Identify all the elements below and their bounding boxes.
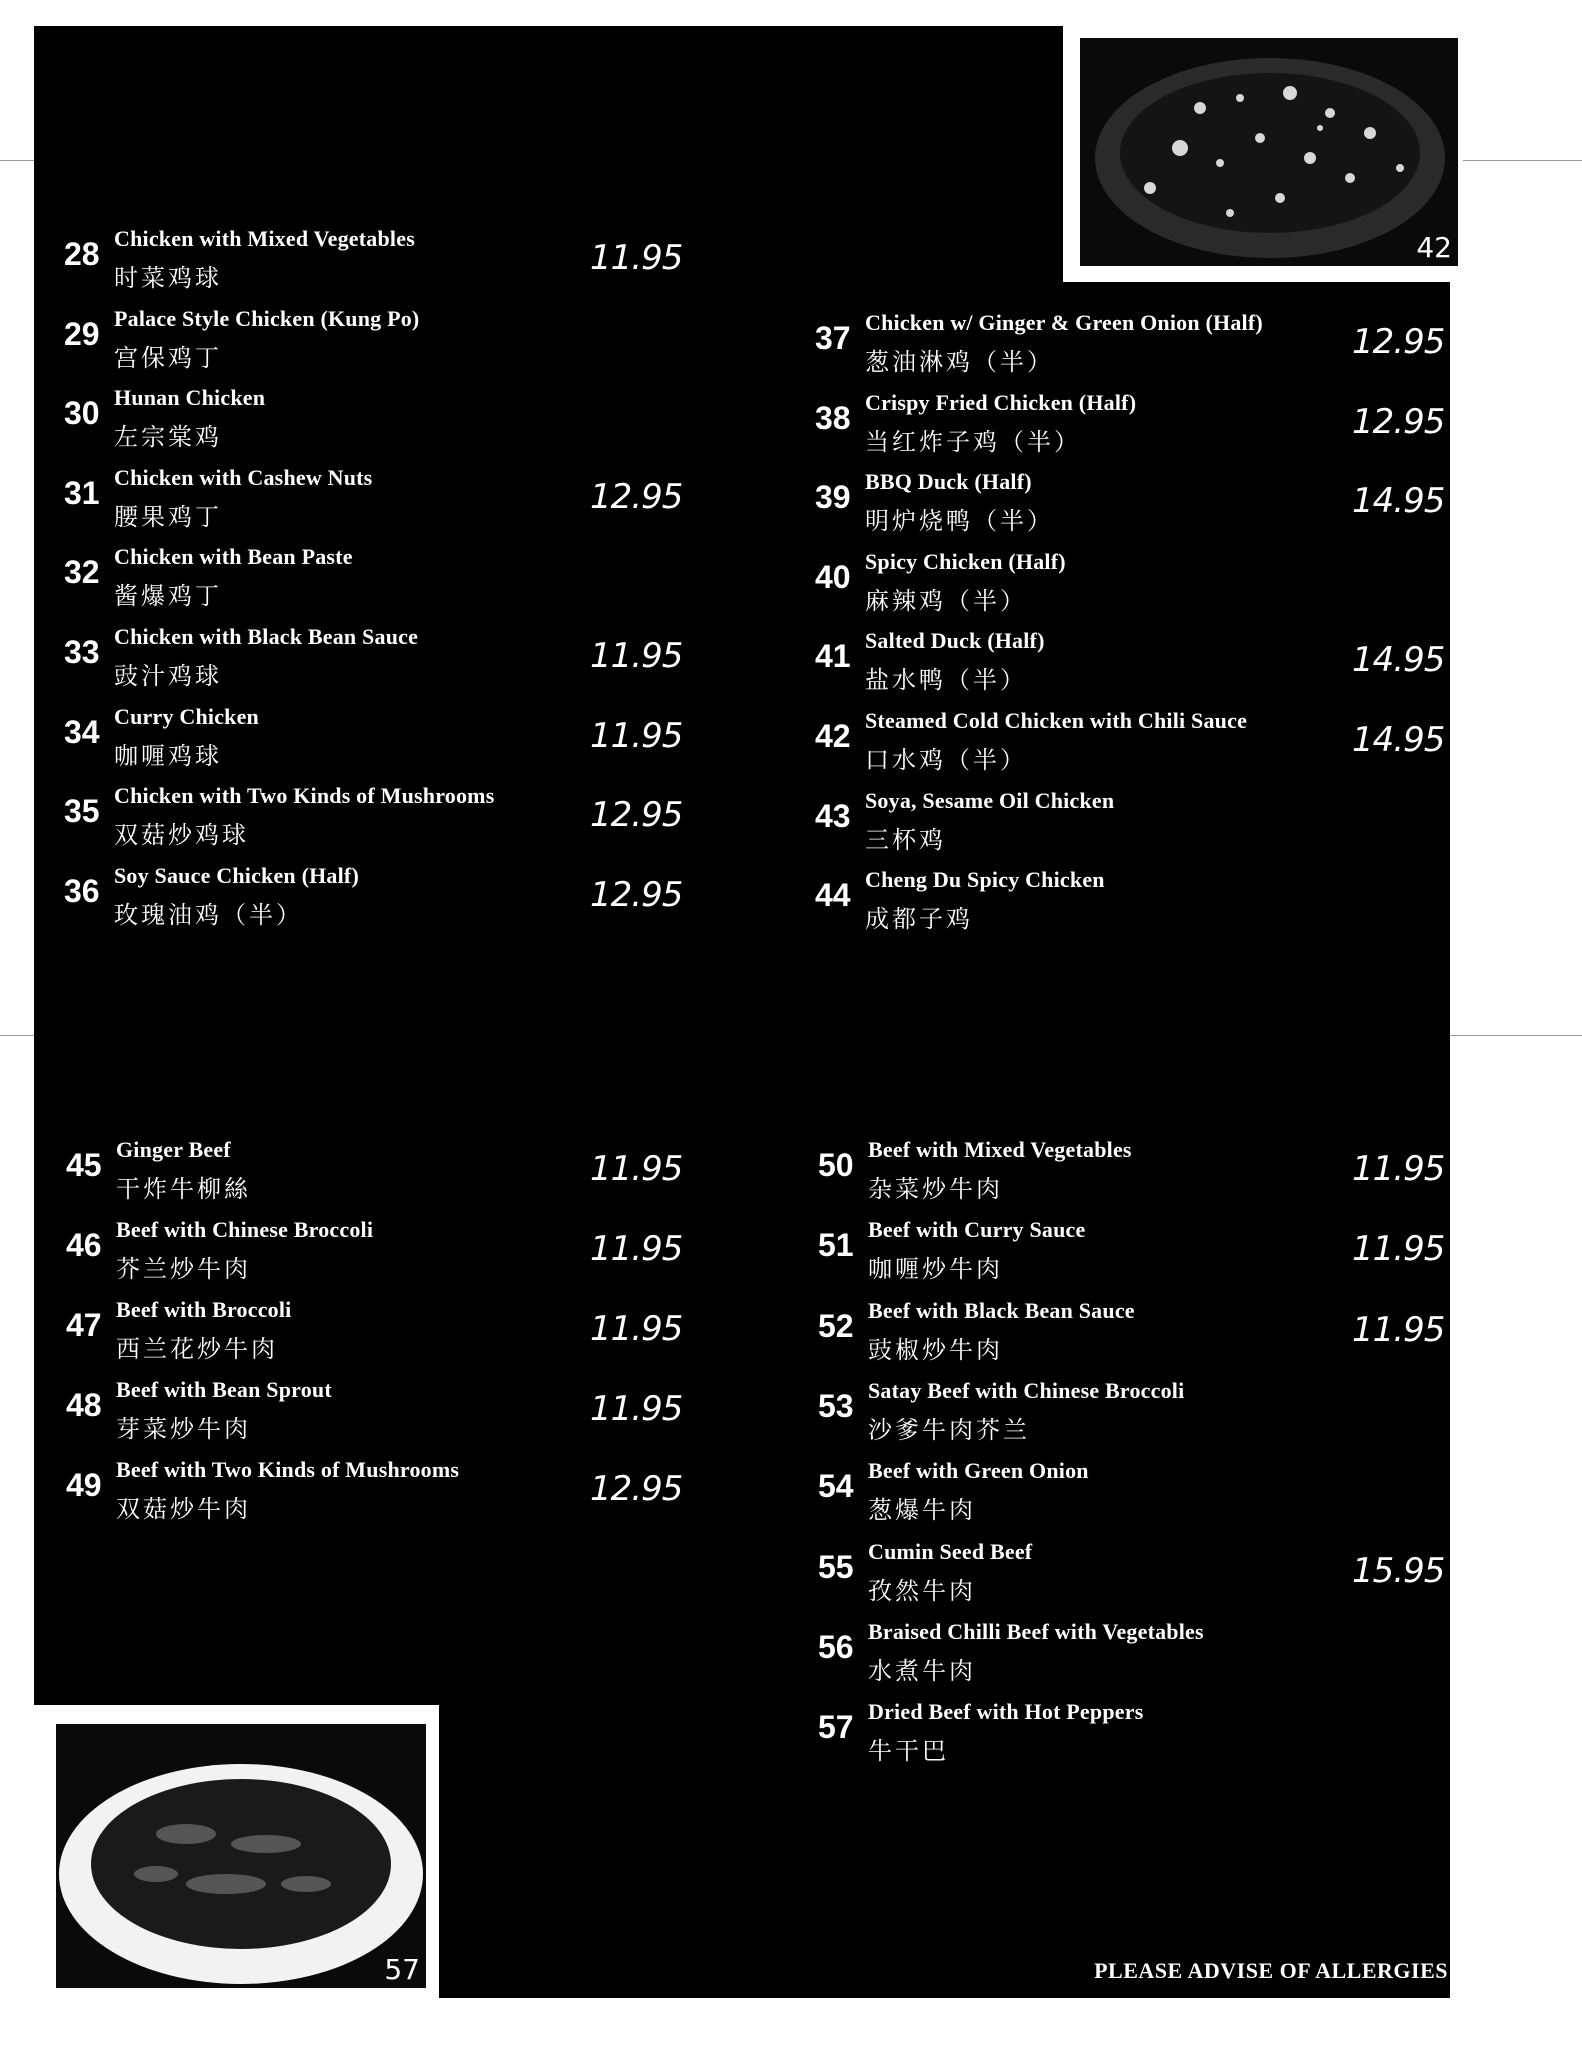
item-name-chinese: 当红炸子鸡（半） <box>865 427 1081 456</box>
item-name-english: Steamed Cold Chicken with Chili Sauce <box>865 708 1248 733</box>
item-name-english: Beef with Black Bean Sauce <box>868 1297 1135 1323</box>
item-price: 11.95 <box>590 1149 683 1189</box>
item-name-english: Palace Style Chicken (Kung Po) <box>114 305 420 331</box>
item-number: 35 <box>64 793 100 830</box>
item-name-chinese: 腰果鸡丁 <box>114 502 222 531</box>
item-number: 53 <box>818 1387 854 1424</box>
item-number: 37 <box>815 320 851 356</box>
item-number: 41 <box>815 638 851 675</box>
item-price: 11.95 <box>1352 1309 1445 1350</box>
item-price: 11.95 <box>590 715 683 756</box>
item-number: 29 <box>64 315 100 352</box>
item-name-chinese: 咖喱炒牛肉 <box>868 1255 1003 1284</box>
item-price: 11.95 <box>590 1229 683 1269</box>
item-name-english: Satay Beef with Chinese Broccoli <box>868 1377 1185 1403</box>
item-price: 14.95 <box>1352 640 1445 681</box>
item-number: 47 <box>66 1307 102 1343</box>
item-name-english: Chicken with Bean Paste <box>114 544 353 570</box>
item-name-english: Beef with Mixed Vegetables <box>868 1137 1132 1162</box>
item-price: 11.95 <box>590 238 683 278</box>
item-name-chinese: 三杯鸡 <box>865 825 946 854</box>
item-price: 12.95 <box>590 1469 683 1509</box>
item-name-chinese: 孜然牛肉 <box>868 1576 976 1605</box>
item-name-english: Chicken w/ Ginger & Green Onion (Half) <box>865 310 1263 335</box>
item-name-english: Salted Duck (Half) <box>865 628 1045 654</box>
item-price: 12.95 <box>590 874 683 915</box>
item-price: 11.95 <box>590 1389 683 1429</box>
item-number: 40 <box>815 558 851 595</box>
item-name-chinese: 芥兰炒牛肉 <box>116 1255 251 1283</box>
item-name-chinese: 明炉烧鸭（半） <box>865 507 1054 536</box>
item-name-chinese: 口水鸡（半） <box>865 746 1027 774</box>
item-number: 45 <box>66 1147 102 1183</box>
photo-number: 42 <box>1416 231 1452 264</box>
item-name-chinese: 咖喱鸡球 <box>114 741 222 770</box>
item-number: 38 <box>815 399 851 436</box>
item-name-english: Braised Chilli Beef with Vegetables <box>868 1618 1204 1644</box>
item-name-english: Beef with Green Onion <box>868 1458 1089 1484</box>
item-price: 12.95 <box>590 795 683 836</box>
item-name-chinese: 玫瑰油鸡（半） <box>114 900 303 929</box>
item-price: 12.95 <box>1352 322 1445 362</box>
item-name-english: Soy Sauce Chicken (Half) <box>114 862 359 888</box>
item-name-chinese: 盐水鸭（半） <box>865 666 1027 695</box>
item-name-chinese: 西兰花炒牛肉 <box>116 1335 278 1363</box>
item-name-english: Cumin Seed Beef <box>868 1538 1033 1564</box>
item-name-english: Cheng Du Spicy Chicken <box>865 867 1105 893</box>
item-name-english: Beef with Broccoli <box>116 1297 292 1322</box>
item-number: 50 <box>818 1147 854 1183</box>
item-price: 12.95 <box>590 476 683 517</box>
item-number: 55 <box>818 1548 854 1585</box>
item-name-english: Chicken with Two Kinds of Mushrooms <box>114 783 495 809</box>
item-name-chinese: 双菇炒牛肉 <box>116 1495 251 1523</box>
item-name-english: Beef with Chinese Broccoli <box>116 1217 374 1242</box>
item-name-chinese: 葱爆牛肉 <box>868 1496 976 1525</box>
item-name-chinese: 葱油淋鸡（半） <box>865 348 1054 376</box>
item-number: 46 <box>66 1227 102 1263</box>
item-name-english: Chicken with Cashew Nuts <box>114 464 373 490</box>
dish-photo-icon <box>1080 38 1458 266</box>
item-number: 30 <box>64 395 100 432</box>
item-name-english: Beef with Two Kinds of Mushrooms <box>116 1457 460 1482</box>
item-price: 11.95 <box>590 636 683 676</box>
item-number: 51 <box>818 1227 854 1264</box>
item-name-english: BBQ Duck (Half) <box>865 469 1032 495</box>
item-name-english: Crispy Fried Chicken (Half) <box>865 389 1137 415</box>
item-price: 12.95 <box>1352 401 1445 442</box>
item-number: 52 <box>818 1307 854 1344</box>
item-name-english: Chicken with Black Bean Sauce <box>114 624 419 649</box>
item-price: 11.95 <box>1352 1149 1445 1189</box>
item-name-chinese: 左宗棠鸡 <box>114 423 222 452</box>
dish-photo-icon <box>56 1724 426 1988</box>
item-number: 31 <box>64 474 100 511</box>
item-name-english: Chicken with Mixed Vegetables <box>114 226 415 251</box>
item-name-chinese: 牛干巴 <box>868 1737 949 1766</box>
item-number: 32 <box>64 554 100 591</box>
item-number: 33 <box>64 634 100 670</box>
item-number: 48 <box>66 1387 102 1423</box>
item-number: 44 <box>815 877 851 914</box>
item-number: 57 <box>818 1709 854 1746</box>
item-name-chinese: 双菇炒鸡球 <box>114 821 249 850</box>
item-name-english: Spicy Chicken (Half) <box>865 548 1066 574</box>
item-name-english: Dried Beef with Hot Peppers <box>868 1699 1144 1725</box>
item-price: 15.95 <box>1352 1550 1445 1591</box>
item-name-chinese: 麻辣鸡（半） <box>865 586 1027 615</box>
item-number: 54 <box>818 1468 854 1505</box>
item-name-chinese: 时菜鸡球 <box>114 264 222 292</box>
item-name-chinese: 沙爹牛肉芥兰 <box>868 1415 1030 1444</box>
item-name-english: Hunan Chicken <box>114 385 266 411</box>
item-name-chinese: 干炸牛柳絲 <box>116 1175 251 1203</box>
photo-number: 57 <box>384 1953 420 1986</box>
item-number: 42 <box>815 718 851 754</box>
item-name-chinese: 酱爆鸡丁 <box>114 582 222 611</box>
item-name-chinese: 宫保鸡丁 <box>114 343 222 372</box>
item-name-chinese: 豉椒炒牛肉 <box>868 1335 1003 1364</box>
item-number: 56 <box>818 1628 854 1665</box>
item-name-english: Beef with Bean Sprout <box>116 1377 332 1402</box>
item-name-english: Soya, Sesame Oil Chicken <box>865 787 1115 813</box>
item-number: 39 <box>815 479 851 516</box>
item-number: 49 <box>66 1467 102 1503</box>
item-number: 34 <box>64 713 100 750</box>
item-name-chinese: 水煮牛肉 <box>868 1656 976 1685</box>
item-price: 11.95 <box>1352 1229 1445 1270</box>
item-price: 14.95 <box>1352 720 1445 760</box>
item-price: 14.95 <box>1352 481 1445 522</box>
item-name-chinese: 豉汁鸡球 <box>114 662 222 690</box>
item-name-chinese: 杂菜炒牛肉 <box>868 1175 1003 1203</box>
item-number: 43 <box>815 797 851 834</box>
item-name-english: Curry Chicken <box>114 703 259 729</box>
item-price: 11.95 <box>590 1309 683 1349</box>
item-name-chinese: 芽菜炒牛肉 <box>116 1415 251 1443</box>
item-number: 28 <box>64 236 100 272</box>
item-name-english: Ginger Beef <box>116 1137 231 1162</box>
item-name-english: Beef with Curry Sauce <box>868 1217 1086 1243</box>
allergy-notice: PLEASE ADVISE OF ALLERGIES <box>1094 1958 1448 1983</box>
item-number: 36 <box>64 872 100 909</box>
item-name-chinese: 成都子鸡 <box>865 905 973 934</box>
